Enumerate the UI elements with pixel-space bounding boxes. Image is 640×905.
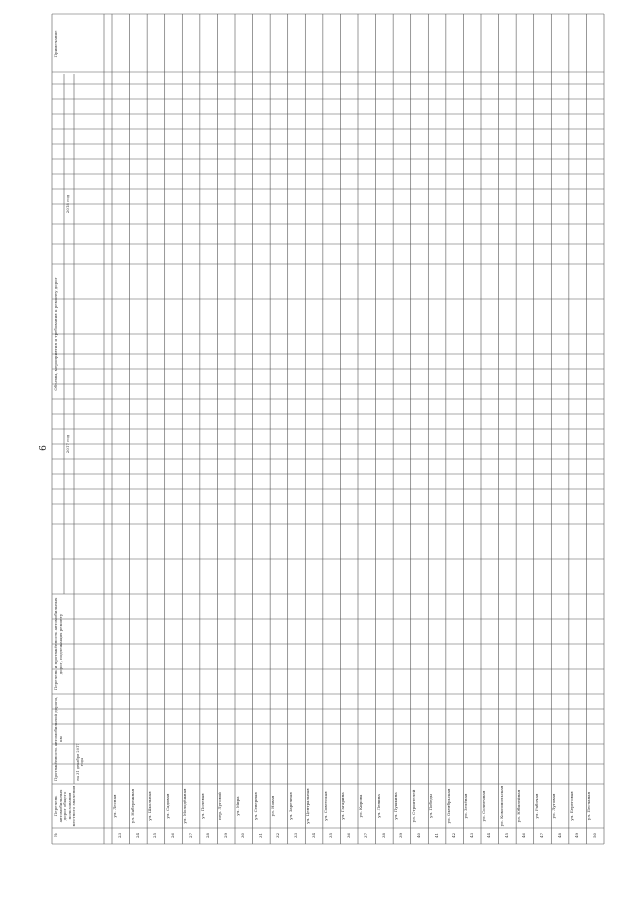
table-row-name: ул. Кирова — [358, 794, 363, 818]
header-number: № — [53, 833, 58, 837]
table-row-name: ул. Рабочая — [533, 793, 539, 819]
table-row-name: ул. Новая — [270, 795, 276, 817]
table-row-number: 33 — [293, 832, 298, 839]
table-row-number: 32 — [275, 832, 281, 839]
table-row-number: 35 — [328, 832, 334, 839]
table-row-name: ул. Юбилейная — [516, 789, 522, 823]
table-row-name: ул. Октябрьская — [445, 788, 451, 824]
table-row-number: 48 — [556, 832, 562, 839]
table-row-number: 39 — [398, 832, 404, 839]
table-row-number: 41 — [433, 832, 439, 839]
table-row-name: ул. Набережная — [129, 788, 135, 824]
table-row-number: 28 — [205, 832, 211, 839]
table-row-number: 46 — [521, 832, 527, 839]
table-row-number: 38 — [380, 832, 386, 839]
header-road-list: Перечень автомобильных дорог общего пользования местного значения — [53, 785, 76, 827]
header-date: на 31 декабря 2017 года — [76, 743, 84, 781]
table-row-number: 24 — [134, 832, 140, 839]
table-row-number: 40 — [416, 832, 421, 839]
table-row-number: 25 — [152, 832, 158, 839]
table-row-name: ул. Комсомольская — [498, 785, 504, 827]
table-row-name: ул. Молодёжная — [182, 788, 188, 824]
table-row-name: пер. Луговой — [217, 792, 223, 820]
table-row-number: 45 — [503, 832, 509, 839]
header-length: Протяжённость автомобильной дороги, км — [53, 696, 63, 782]
header-year-2017: 2017 год — [65, 434, 70, 454]
table-row-number: 29 — [222, 832, 228, 839]
table-row-name: ул. Северная — [252, 792, 258, 820]
table-row-name: ул. Садовая — [164, 793, 170, 819]
table-row-name: ул. Советская — [322, 791, 328, 821]
table-row-number: 27 — [187, 832, 193, 839]
table-row-name: ул. Мира — [235, 796, 240, 816]
table-row-number: 30 — [240, 832, 246, 839]
page-number: 6 — [38, 445, 49, 451]
table-row-number: 44 — [486, 832, 492, 839]
table-row-name: ул. Гагарина — [340, 792, 346, 820]
table-row-number: 43 — [468, 832, 474, 839]
table-row-name: ул. Пушкина — [393, 792, 399, 820]
table-row-number: 49 — [574, 832, 580, 839]
table-row-name: ул. Береговая — [568, 791, 574, 821]
header-repair-list: Перечень и протяжённость автомобильных дорог, подлежащих ремонту — [53, 597, 63, 691]
header-year-2018: 2018 год — [65, 194, 70, 214]
table-row-number: 26 — [170, 832, 175, 839]
table-row-number: 50 — [591, 832, 597, 839]
table-row-number: 36 — [345, 832, 351, 839]
header-notes: Примечание — [53, 30, 58, 58]
rotated-table-sheet — [52, 14, 604, 844]
table-row-number: 47 — [539, 832, 544, 839]
table-row-name: ул. Центральная — [305, 788, 311, 824]
table-row-number: 42 — [451, 832, 457, 839]
table-row-name: ул. Заречная — [287, 792, 293, 820]
table-row-name: ул. Солнечная — [481, 790, 486, 822]
table-grid — [52, 14, 604, 844]
table-row-number: 31 — [257, 832, 263, 839]
table-row-name: ул. Лесная — [112, 794, 117, 818]
table-row-name: ул. Луговая — [551, 793, 557, 819]
table-row-name: ул. Ленина — [375, 794, 381, 818]
table-row-number: 37 — [363, 832, 369, 839]
table-row-name: ул. Песчаная — [586, 791, 592, 821]
table-row-number: 23 — [117, 832, 123, 839]
table-row-name: ул. Школьная — [147, 791, 153, 821]
table-row-name: ул. Зелёная — [463, 793, 469, 819]
table-row-name: ул. Строителей — [410, 789, 416, 823]
table-row-name: ул. Победы — [428, 794, 434, 818]
table-row-name: ул. Полевая — [199, 793, 205, 819]
table-row-number: 34 — [310, 832, 316, 839]
header-volumes: Объемы, мероприятия и требования к ремонту дорог — [53, 277, 58, 391]
